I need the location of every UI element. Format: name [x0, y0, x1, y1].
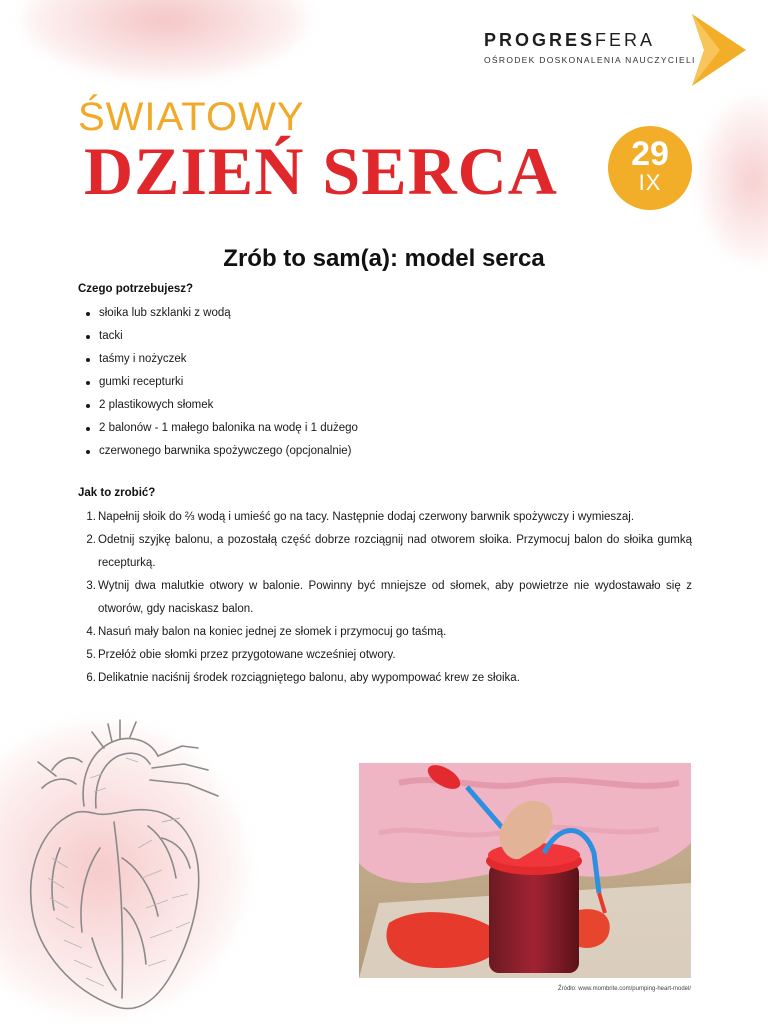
step-number: 3.	[86, 580, 96, 592]
watercolor-decoration-top	[20, 0, 310, 80]
needs-heading: Czego potrzebujesz?	[78, 283, 194, 295]
document-title: Zrób to sam(a): model serca	[223, 245, 545, 272]
progresfera-chevron-icon	[690, 14, 746, 86]
needs-item: taśmy i nożyczek	[78, 348, 698, 371]
instruction-step	[78, 529, 692, 575]
needs-list	[78, 302, 698, 463]
step-text: Odetnij szyjkę balonu, a pozostałą część dobrze rozciągnij nad otworem słoika. Przymocuj balon do słoika gumką recepturką.	[98, 534, 692, 569]
step-text: Wytnij dwa malutkie otwory w balonie. Powinny być mniejsze od słomek, aby powietrze nie wydostawało się z otworów, gdy naciskasz balon.	[98, 580, 692, 615]
anatomical-heart-icon	[12, 718, 227, 1014]
needs-item: tacki	[78, 325, 698, 348]
step-number: 2.	[86, 534, 96, 546]
watercolor-decoration-right	[698, 95, 768, 265]
date-day: 29	[631, 135, 669, 173]
brand-name	[484, 30, 696, 51]
step-number: 4.	[86, 626, 96, 638]
needs-item: 2 plastikowych słomek	[78, 394, 698, 417]
needs-item: gumki recepturki	[78, 371, 698, 394]
date-month: IX	[638, 170, 662, 195]
needs-item: 2 balonów - 1 małego balonika na wodę i 1 dużego	[78, 417, 698, 440]
brand-logo	[484, 30, 696, 65]
instruction-step	[78, 667, 692, 690]
step-text: Delikatnie naciśnij środek rozciągniętego balonu, aby wypompować krew ze słoika.	[98, 672, 520, 684]
step-text: Przełóż obie słomki przez przygotowane wcześniej otwory.	[98, 649, 396, 661]
event-title-small: ŚWIATOWY	[78, 95, 305, 139]
brand-name-bold: PROGRES	[484, 30, 596, 50]
step-number: 6.	[86, 672, 96, 684]
needs-item: czerwonego barwnika spożywczego (opcjonalnie)	[78, 440, 698, 463]
model-photo-image	[359, 763, 691, 978]
step-text: Nasuń mały balon na koniec jednej ze słomek i przymocuj go taśmą.	[98, 626, 447, 638]
event-title-big: DZIEŃ SERCA	[84, 133, 558, 209]
instruction-step	[78, 506, 692, 529]
step-number: 1.	[86, 511, 96, 523]
brand-name-light: FERA	[595, 30, 656, 50]
instruction-step	[78, 621, 692, 644]
step-text: Napełnij słoik do ⅔ wodą i umieść go na tacy. Następnie dodaj czerwony barwnik spożywczy i wymieszaj.	[98, 511, 635, 523]
needs-item: słoika lub szklanki z wodą	[78, 302, 698, 325]
instruction-step	[78, 644, 692, 667]
instructions-list	[78, 506, 692, 690]
brand-subtitle: OŚRODEK DOSKONALENIA NAUCZYCIELI	[484, 55, 696, 65]
instruction-step	[78, 575, 692, 621]
date-badge	[608, 126, 692, 210]
model-photo	[359, 763, 691, 978]
image-source: Źródło: www.mombrite.com/pumping-heart-model/	[557, 986, 691, 992]
step-number: 5.	[86, 649, 96, 661]
instructions-heading: Jak to zrobić?	[78, 487, 156, 499]
